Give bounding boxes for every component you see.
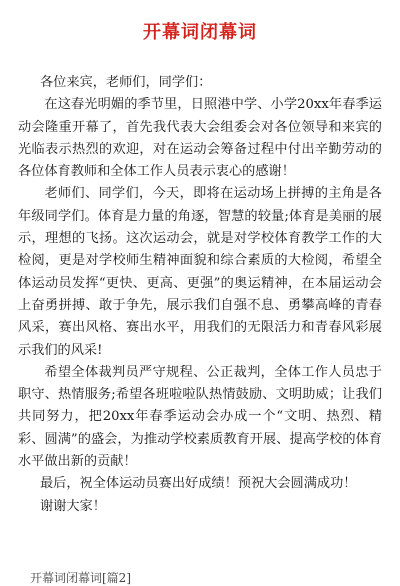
closing-wish: 最后，祝全体运动员赛出好成绩！预祝大会圆满成功！ xyxy=(40,476,357,492)
document-body xyxy=(18,72,382,518)
document-title: 开幕词闭幕词 xyxy=(143,22,257,43)
paragraph-referees: 希望全体裁判员严守规程、公正裁判，全体工作人员忠于职守、热情服务;希望各班啦啦队热情鼓励、文明助威；让我们共同努力，把20xx年春季运动会办成一个“文明、热烈、精彩、圆满”的盛会，为推动学校素质教育开展、提高学校的体育水平做出新的贡献！ xyxy=(18,364,382,470)
paragraph-athletes: 老师们、同学们，今天，即将在运动场上拼搏的主角是各年级同学们。体育是力量的角逐，智慧的较量;体育是美丽的展示，理想的飞扬。这次运动会，就是对学校体育教学工作的大检阅，更是对学校师生精神面貌和综合素质的大检阅，希望全体运动员发挥“更快、更高、更强”的奥运精神，在本届运动会上奋勇拼搏、敢于争先，展示我们自强不息、勇攀高峰的青春风采，赛出风格、赛出水平，用我们的无限活力和青春风彩展示我们的风采! xyxy=(18,186,382,358)
paragraph-opening: 在这春光明媚的季节里，日照港中学、小学20xx年春季运动会隆重开幕了，首先我代表大会组委会对各位领导和来宾的光临表示热烈的欢迎，对在运动会筹备过程中付出辛勤劳动的各位体育教师和全体工作人员表示衷心的感谢！ xyxy=(18,97,382,180)
closing-thanks: 谢谢大家！ xyxy=(40,498,106,514)
greeting-line: 各位来宾，老师们，同学们： xyxy=(40,75,212,90)
next-section-heading: 开幕词闭幕词[篇2] xyxy=(30,571,131,585)
